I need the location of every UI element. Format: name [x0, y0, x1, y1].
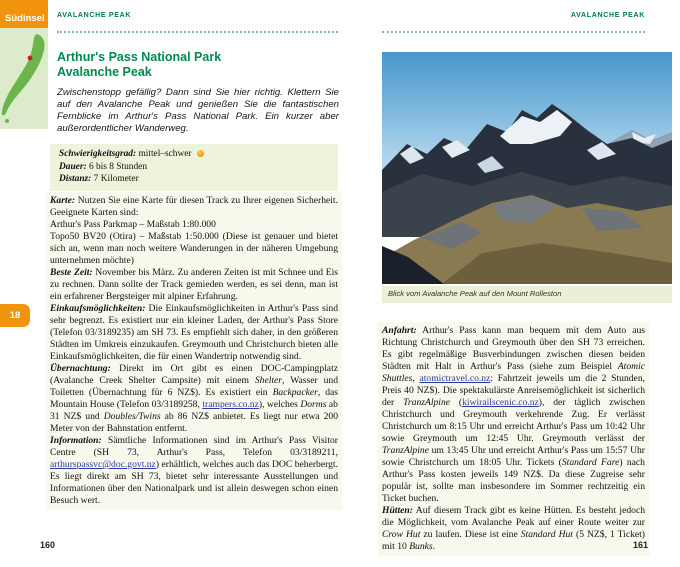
page-number-right: 161	[632, 540, 648, 550]
left-page-body	[46, 192, 342, 510]
text-segment: , das Mountain House (Telefon 03/3189258,	[50, 387, 338, 410]
infobox-row	[59, 161, 329, 174]
text-segment: Direkt im Ort gibt es einen DOC-Campingplatz (Avalanche Creek Shelter Campsite) mit einem	[50, 363, 338, 386]
infobox-value: mittel–schwer	[136, 149, 192, 159]
mountain-photo-image	[382, 52, 672, 284]
text-segment: ) erhältlich, welches auch das DOC beherbergt. Es liegt direkt am SH 73, bietet sehr interessante Ausstellungen und Informationen über den Nationalpark und ist allein deswegen schon einen Besuch wert.	[50, 459, 338, 506]
region-tab	[0, 0, 48, 28]
south-island-map-icon	[0, 28, 48, 129]
text-segment: Die Einkaufsmöglichkeiten in Arthur's Pass sind sehr begrenzt. Es existiert nur ein kleiner Laden, der Arthur's Pass Store (Telefon 03/3189235) am SH 73. Es empfiehlt sich daher, in den größeren Städten im Umkreis einzukaufen. Greymouth und Christchurch bieten alle Einkaufsmöglichkeiten, die für einen Wandertrip notwendig sind.	[50, 303, 338, 362]
text-segment: ), der täglich zwischen Christchurch und Greymouth verkehrende Zug. Er verlässt Christchurch um 8:15 Uhr und erreicht Arthur's Pass um 10:42 Uhr sowie Greymouth um 12:45 Uhr. Greymouth verlässt der	[382, 397, 645, 444]
paragraph	[50, 435, 338, 507]
photo-caption: Blick vom Avalanche Peak auf den Mount Rolleston	[382, 286, 672, 303]
text-segment: Bunks	[409, 541, 433, 552]
running-header-left: AVALANCHE PEAK	[57, 12, 132, 19]
inline-link[interactable]: trampers.co.nz	[202, 399, 259, 410]
text-segment: ab 86 NZ$ anbietet. Es liegt nur etwa 200 Meter von der Bahnstation entfernt.	[50, 411, 338, 434]
text-segment: Atomic Shuttles	[382, 361, 645, 384]
mountain-photo	[382, 52, 672, 284]
text-segment: zu laufen. Diese ist eine	[420, 529, 521, 540]
infobox-row	[59, 173, 329, 186]
inline-link[interactable]: arthurspassvc@doc.govt.nz	[50, 459, 156, 470]
region-tab-label: Südinsel	[5, 13, 45, 24]
text-segment: Arthur's Pass kann man bequem mit dem Auto aus Richtung Christchurch und Greymouth über den SH 73 erreichen. Es gibt regelmäßige Busverbindungen zwischen diesen beiden Städten mit Halt in Arthur's Pass (siehe zum Beispiel	[382, 325, 645, 372]
text-segment: TranzAlpine	[403, 397, 451, 408]
text-segment: ), welches	[258, 399, 301, 410]
running-header-right: AVALANCHE PEAK	[570, 12, 645, 19]
paragraph	[382, 325, 645, 505]
text-segment: Shelter	[254, 375, 283, 386]
text-segment: ) nach Arthur's Pass kosten jeweils 149 NZ$. Da diese Zugreise sehr populär ist, sollte man insbesondere im Sommer rechtzeitig ein Ticket buchen.	[382, 457, 645, 504]
text-segment: um 13:45 Uhr und erreicht Arthur's Pass um 15:57 Uhr sowie Christchurch um 18:05 Uhr. Tickets (	[382, 445, 645, 468]
south-island-shape	[2, 34, 45, 115]
inline-link[interactable]: atomictravel.co.nz	[419, 373, 491, 384]
text-segment: Standard Fare	[561, 457, 620, 468]
text-segment: Sämtliche Informationen sind im Arthur's Pass Visitor Centre (SH 73, Arthur's Pass, Telefon 03/3189211,	[50, 435, 338, 458]
infobox-value: 6 bis 8 Stunden	[86, 161, 148, 172]
paragraph	[50, 303, 338, 363]
text-segment: Standard Hut	[520, 529, 573, 540]
paragraph	[50, 195, 338, 267]
text-segment: Nutzen Sie eine Karte für diesen Track zu Ihrer eigenen Sicherheit. Geeignete Karten sind:	[50, 195, 338, 218]
text-segment: Crow Hut	[382, 529, 421, 540]
infobox-label: Distanz:	[59, 174, 92, 185]
text-segment: Beste Zeit:	[50, 267, 93, 278]
text-segment: Dorms	[300, 399, 327, 410]
article-title	[57, 50, 221, 79]
article-title-line1: Arthur's Pass National Park	[57, 50, 222, 64]
text-segment: Anfahrt:	[382, 325, 417, 336]
trip-facts-infobox	[50, 144, 338, 191]
text-segment: .	[432, 541, 436, 552]
text-segment: TranzAlpine	[382, 445, 429, 456]
text-segment: Übernachtung:	[50, 363, 111, 374]
text-segment: : Fahrtzeit jeweils um die 2 Stunden, Preis 40 NZ$). Die spektakulärste Anreisemöglichkeit ist sicherlich der	[382, 373, 646, 408]
stewart-island-shape	[5, 119, 9, 123]
dotted-rule-right	[382, 31, 645, 33]
text-segment: , Wasser und Toiletten (Übernachtung für 6 NZ$). Es existiert ein	[50, 375, 338, 398]
text-segment: Arthur's Pass Parkmap – Maßstab 1:80.000	[50, 219, 216, 230]
location-marker-icon	[28, 56, 33, 61]
text-segment: Backpacker	[272, 387, 318, 398]
infobox-row	[59, 148, 329, 161]
chapter-number-tab	[0, 304, 30, 327]
intro-paragraph: Zwischenstopp gefällig? Dann sind Sie hier richtig. Klettern Sie auf den Avalanche Peak und genießen Sie die fantastischen Fernblicke im Arthur's Pass National Park. Ein kurzer aber außerordentlicher Wanderweg.	[57, 87, 339, 134]
text-segment: Topo50 BV20 (Otira) – Maßstab 1:50.000 (Diese ist genauer und bietet sich an, wenn man noch weitere Wanderungen in der näheren Umgebung unternehmen möchte)	[50, 231, 338, 266]
paragraph	[50, 267, 338, 303]
text-segment: Auf diesem Track gibt es keine Hütten. Es besteht jedoch die Möglichkeit, vom Avalanche Peak auf einer Route weiter zur	[382, 505, 645, 528]
chapter-number: 18	[9, 310, 21, 321]
paragraph	[50, 363, 338, 435]
text-segment: ,	[412, 373, 420, 384]
dotted-rule-left	[57, 31, 338, 33]
infobox-label: Dauer:	[59, 161, 87, 172]
text-segment: Information:	[50, 435, 102, 446]
page-number-left: 160	[40, 540, 56, 550]
text-segment: (5 NZ$, 1 Ticket) mit 10	[382, 529, 645, 552]
infobox-label: Schwierigkeitsgrad:	[59, 149, 137, 159]
text-segment: November bis März. Zu anderen Zeiten ist mit Schnee und Eis zu rechnen. Dann sollte der Track gemieden werden, es sei denn, man ist ein erfahrener Bergsteiger mit alpiner Erfahrung.	[50, 267, 338, 302]
infobox-value: 7 Kilometer	[91, 174, 139, 185]
text-segment: Einkaufsmöglichkeiten:	[50, 303, 146, 314]
text-segment: Karte:	[50, 195, 76, 206]
text-segment: (	[450, 397, 463, 408]
locator-map-panel	[0, 28, 48, 129]
text-segment: Doubles/Twins	[103, 411, 161, 422]
text-segment: ab 31 NZ$ und	[50, 399, 338, 422]
article-title-line2: Avalanche Peak	[57, 64, 152, 79]
text-segment: Hütten:	[382, 505, 413, 516]
difficulty-level-icon	[197, 150, 204, 157]
right-page-body	[378, 322, 649, 556]
paragraph	[382, 505, 645, 553]
inline-link[interactable]: kiwirailscenic.co.nz	[462, 397, 539, 408]
